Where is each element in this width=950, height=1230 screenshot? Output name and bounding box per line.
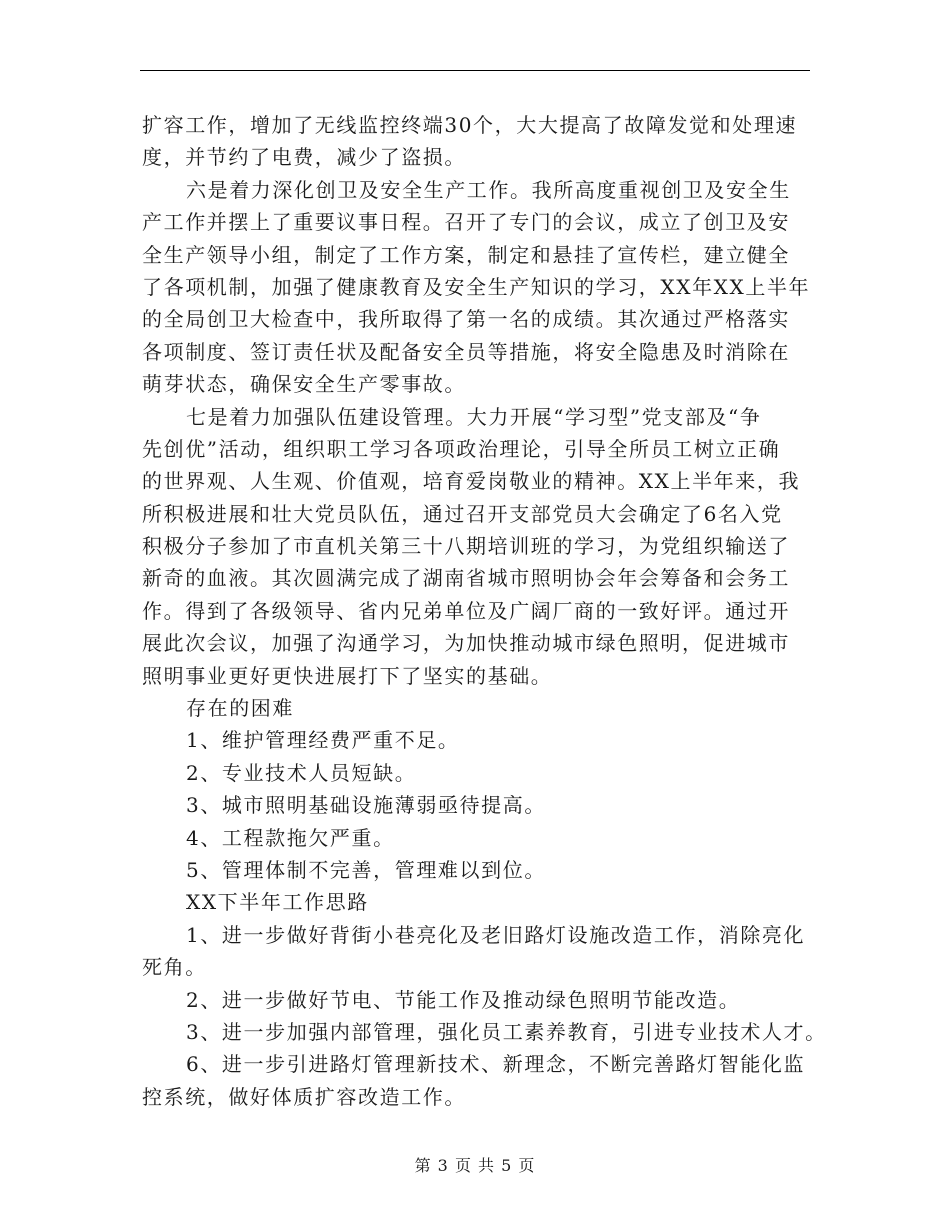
- text-line: 作。得到了各级领导、省内兄弟单位及广阔厂商的一致好评。通过开: [142, 598, 790, 623]
- text-line: 所积极进展和壮大党员队伍，通过召开支部党员大会确定了6名入党: [142, 501, 783, 526]
- text-line: XX下半年工作思路: [186, 890, 369, 915]
- text-line: 的全局创卫大检查中，我所取得了第一名的成绩。其次通过严格落实: [142, 307, 790, 332]
- document-body: [142, 109, 827, 1113]
- text-line: 3、城市照明基础设施薄弱亟待提高。: [186, 793, 546, 818]
- text-line: 扩容工作，增加了无线监控终端30个，大大提高了故障发觉和处理速: [142, 113, 798, 137]
- text-line: 3、进一步加强内部管理，强化员工素养教育，引进专业技术人才。: [186, 1019, 827, 1044]
- text-line: 积极分子参加了市直机关第三十八期培训班的学习，为党组织输送了: [142, 534, 790, 559]
- text-line: 新奇的血液。其次圆满完成了湖南省城市照明协会年会筹备和会务工: [142, 566, 790, 591]
- text-line: 先创优”活动，组织职工学习各项政治理论，引导全所员工树立正确: [142, 436, 781, 461]
- text-line: 1、维护管理经费严重不足。: [186, 728, 460, 753]
- text-line: 了各项机制，加强了健康教育及安全生产知识的学习，XX年XX上半年: [142, 274, 811, 299]
- text-line: 萌芽状态，确保安全生产零事故。: [142, 372, 466, 397]
- text-line: 产工作并摆上了重要议事日程。召开了专门的会议，成立了创卫及安: [142, 210, 790, 235]
- text-line: 全生产领导小组，制定了工作方案，制定和悬挂了宣传栏，建立健全: [142, 242, 790, 267]
- text-line: 度，并节约了电费，减少了盗损。: [142, 145, 466, 170]
- text-line: 2、专业技术人员短缺。: [186, 760, 417, 785]
- text-line: 4、工程款拖欠严重。: [186, 825, 395, 850]
- text-line: 5、管理体制不完善，管理难以到位。: [186, 857, 546, 882]
- text-line: 死角。: [142, 955, 207, 980]
- text-line: 七是着力加强队伍建设管理。大力开展“学习型”党支部及“争: [186, 404, 762, 429]
- text-line: 1、进一步做好背街小巷亮化及老旧路灯设施改造工作，消除亮化: [186, 922, 806, 947]
- text-line: 控系统，做好体质扩容改造工作。: [142, 1084, 466, 1109]
- text-line: 各项制度、签订责任状及配备安全员等措施，将安全隐患及时消除在: [142, 339, 790, 364]
- text-line: 照明事业更好更快进展打下了坚实的基础。: [142, 663, 553, 688]
- text-line: 2、进一步做好节电、节能工作及推动绿色照明节能改造。: [186, 987, 741, 1012]
- text-line: 存在的困难: [186, 696, 294, 721]
- text-line: 六是着力深化创卫及安全生产工作。我所高度重视创卫及安全生: [186, 177, 791, 202]
- header-rule: [140, 70, 810, 71]
- text-line: 的世界观、人生观、价值观，培育爱岗敬业的精神。XX上半年来，我: [142, 469, 801, 494]
- text-line: 展此次会议，加强了沟通学习，为加快推动城市绿色照明，促进城市: [142, 631, 790, 656]
- text-line: 6、进一步引进路灯管理新技术、新理念，不断完善路灯智能化监: [186, 1052, 806, 1077]
- page-footer: 第 3 页 共 5 页: [414, 1156, 536, 1175]
